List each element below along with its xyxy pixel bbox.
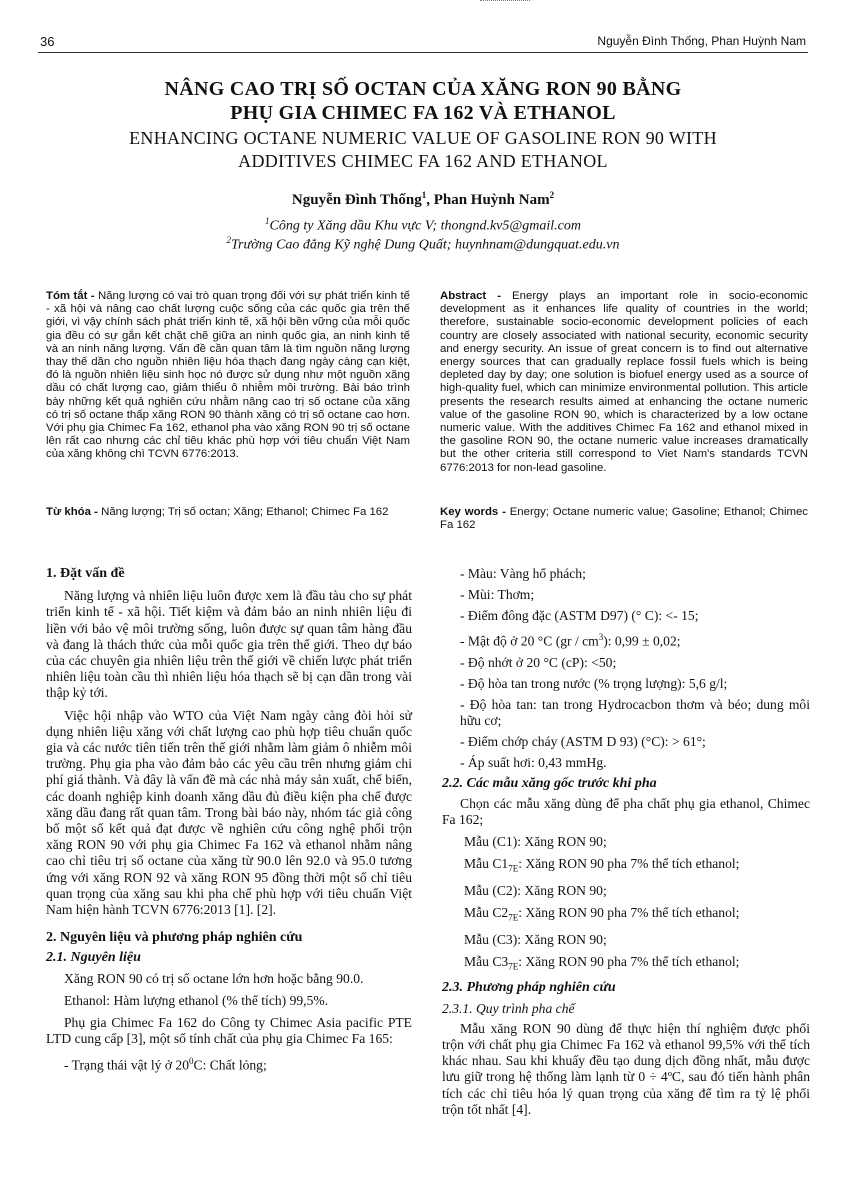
author-sep: , — [426, 192, 434, 208]
property-item: - Độ hòa tan: tan trong Hydrocacbon thơm và béo; dung môi hữu cơ; — [460, 696, 810, 728]
sample-label: Mẫu C3 — [464, 953, 509, 969]
section-2-1-paragraph-1: Xăng RON 90 có trị số octane lớn hơn hoặc bằng 90.0. — [64, 970, 364, 986]
property-item: - Áp suất hơi: 0,43 mmHg. — [460, 754, 607, 770]
affiliation-1-mark: 1 — [265, 216, 270, 226]
sample-item — [442, 856, 810, 877]
section-2-title: 2. Nguyên liệu và phương pháp nghiên cứu — [46, 930, 303, 946]
author-2: Phan Huỳnh Nam — [433, 192, 550, 208]
section-2-3-1-paragraph: Mẫu xăng RON 90 dùng để thực hiện thí nghiệm được phối trộn với chất phụ gia Chimec Fa 162 và ethanol 99,5% với thể tích khác nhau. Sau khi khuấy đều tạo dung dịch đồng nhất, mẫu được lưu giữ trong hệ thống làm lạnh từ 0 ÷ 4ºC, sau đó tiến hành phân tích các chỉ tiêu hóa lý quan trọng của xăng để tìm ra tỷ lệ phối trộn tốt nhất [4]. — [442, 1020, 810, 1117]
sample-item — [442, 883, 810, 899]
property-state-sup: 0 — [189, 1056, 194, 1067]
author-1-mark: 1 — [421, 190, 427, 200]
title-vi-line2: PHỤ GIA CHIMEC FA 162 VÀ ETHANOL — [230, 102, 616, 124]
abstract-vi — [46, 290, 410, 462]
property-item: - Điểm chớp cháy (ASTM D 93) (°C): > 61°; — [460, 733, 706, 749]
section-1-paragraph-2: Việc hội nhập vào WTO của Việt Nam ngày càng đòi hỏi sử dụng nhiên liệu xăng với chất lượng cao phù hợp tiêu chuẩn quốc gia và các nước tiên tiến trên thế giới nhằm làm giảm ô nhiễm môi trường. Phụ gia pha vào đảm bảo các yêu cầu trên nhưng giảm chi phí giá thành. Và đây là vấn đề mà các nhà máy sản xuất, chế biến, các doanh nghiệp kinh doanh xăng dầu đủ điều kiện pha chế được xăng dầu đang rất quan tâm. Trong bài báo này, nhóm tác giả công bố một số kết quả đạt được về nghiên cứu công nghệ phối trộn xăng RON 90 với phụ gia Chimec Fa 162 và ethanol nhằm nâng cao chỉ tiêu trị số octane của xăng từ 90.0 lên 92.0 và 95.0 tương ứng với xăng RON 92 và xăng RON 95 đồng thời một số chỉ tiêu quan trọng của xăng sau khi pha chế phù hợp với tiêu chuẩn Việt Nam hiện hành TCVN 6776:2013 [1]. [2]. — [46, 707, 412, 918]
abstract-en — [440, 290, 808, 475]
property-item: - Mùi: Thơm; — [460, 587, 535, 602]
sample-item — [442, 834, 810, 850]
keywords-vi — [46, 506, 410, 519]
affiliation-2-text: Trường Cao đẳng Kỹ nghệ Dung Quất; huynhnam@dungquat.edu.vn — [231, 237, 620, 253]
keywords-vi-label: Từ khóa - — [46, 506, 102, 518]
property-density-b: ): 0,99 ± 0,02; — [603, 633, 681, 649]
title-en-line2: ADDITIVES CHIMEC FA 162 AND ETHANOL — [238, 151, 608, 171]
sample-subscript: 7E — [508, 912, 519, 923]
keywords-en-label: Key words - — [440, 506, 510, 518]
running-header-authors: Nguyễn Đình Thống, Phan Huỳnh Nam — [597, 34, 806, 48]
abstract-en-label: Abstract - — [440, 290, 513, 302]
sample-label: Mẫu C1 — [464, 856, 509, 872]
property-density-sup: 3 — [598, 632, 604, 642]
sample-label: Mẫu (C2): Xăng RON 90; — [464, 882, 607, 898]
section-2-3-1-title: 2.3.1. Quy trình pha chế — [442, 1000, 575, 1016]
affiliation-2 — [0, 235, 846, 254]
section-2-1-paragraph-3: Phụ gia Chimec Fa 162 do Công ty Chimec Asia pacific PTE LTD cung cấp [3], một số tính chất của phụ gia Chimec Fa 165: — [46, 1015, 412, 1047]
sample-item — [442, 932, 810, 948]
property-density-a: - Mật độ ở 20 °C (gr / cm — [460, 633, 599, 649]
sample-description: : Xăng RON 90 pha 7% thể tích ethanol; — [518, 856, 740, 872]
section-1-paragraph-1: Năng lượng và nhiên liệu luôn được xem là đầu tàu cho sự phát triển kinh tế - xã hội. Tiết kiệm và đảm bảo an ninh nhiên liệu đi liền với bảo vệ môi trường sống, luôn được sự quan tâm hàng đầu và đang là thách thức của mỗi quốc gia trên thế giới. Theo dự báo của các chuyên gia nhiên liệu trên thế giới về chiến lược phát triển nhiên liệu toàn cầu thì nhiên liệu hóa thạch sẽ bị cạn dần trong vài thập kỷ tới. — [46, 588, 412, 701]
keywords-en — [440, 506, 808, 532]
sample-item — [442, 954, 810, 975]
sample-description: : Xăng RON 90 pha 7% thể tích ethanol; — [518, 904, 740, 920]
property-item: - Độ nhớt ở 20 °C (cP): <50; — [460, 654, 617, 670]
sample-subscript: 7E — [508, 863, 519, 874]
section-2-2-title: 2.2. Các mẫu xăng gốc trước khi pha — [442, 775, 657, 791]
right-column — [442, 566, 810, 1124]
keywords-vi-text: Năng lượng; Trị số octan; Xăng; Ethanol; Chimec Fa 162 — [101, 506, 389, 518]
affiliation-1-text: Công ty Xăng dầu Khu vực V; thongnd.kv5@gmail.com — [269, 218, 581, 234]
title-en-line1: ENHANCING OCTANE NUMERIC VALUE OF GASOLINE RON 90 WITH — [129, 128, 717, 148]
property-item: - Màu: Vàng hổ phách; — [460, 566, 586, 581]
authors-line — [0, 190, 846, 209]
title-vi-line1: NÂNG CAO TRỊ SỐ OCTAN CỦA XĂNG RON 90 BẰNG — [164, 78, 682, 100]
property-item: - Độ hòa tan trong nước (% trọng lượng): 5,6 g/l; — [460, 675, 728, 691]
abstract-vi-label: Tóm tắt - — [46, 290, 98, 302]
abstract-en-text: Energy plays an important role in socio-economic development as it enhances life quality of countries in the world; therefore, sustainable socio-economic development policies of each country are closely associated with national security, economic security and energy security. An issue of great concern is to find out alternative energy sources that can gradually replace fossil fuels which is being depleted day by day; one solution is biofuel energy used as a source of high-quality fuel, which can minimize environmental pollution. This article presents the research results aimed at enhancing the octane numeric value of the gasoline RON 90, which is characterized by a low octane numeric value. With the additives Chimec Fa 162 and ethanol mixed in the gasoline RON 90, the octane numeric value increases dramatically but the other criteria still correspond to Viet Nam's standards TCVN 6776:2013 for non-lead gasoline. — [440, 290, 808, 474]
section-2-1-title: 2.1. Nguyên liệu — [46, 950, 141, 966]
top-edge-mark — [480, 0, 530, 1]
page-number: 36 — [40, 34, 55, 49]
affiliation-2-mark: 2 — [226, 235, 232, 245]
sample-label: Mẫu (C1): Xăng RON 90; — [464, 834, 607, 850]
property-state — [46, 1053, 412, 1074]
sample-label: Mẫu C2 — [464, 904, 509, 920]
affiliation-1 — [0, 216, 846, 235]
keywords-en-text: Energy; Octane numeric value; Gasoline; Ethanol; Chimec Fa 162 — [440, 506, 808, 532]
sample-item — [442, 905, 810, 926]
property-density — [442, 629, 810, 650]
property-item: - Điểm đông đặc (ASTM D97) (° C): <- 15; — [460, 608, 699, 623]
left-column — [46, 566, 412, 1074]
section-2-3-title: 2.3. Phương pháp nghiên cứu — [442, 980, 616, 996]
property-state-b: C: Chất lỏng; — [193, 1058, 267, 1074]
sample-description: : Xăng RON 90 pha 7% thể tích ethanol; — [518, 953, 740, 969]
section-2-2-paragraph: Chọn các mẫu xăng dùng để pha chất phụ gia ethanol, Chimec Fa 162; — [442, 795, 810, 827]
sample-subscript: 7E — [508, 961, 519, 972]
abstract-vi-text: Năng lượng có vai trò quan trọng đối với sự phát triển kinh tế - xã hội và nâng cao chất lượng cuộc sống của các quốc gia trên thế giới, vì vậy chính sách phát triển kinh tế, xã hội bền vững của mỗi quốc gia đều có sự gắn kết chặt chẽ giữa an ninh quốc gia, an ninh kinh tế và an ninh năng lượng. Vấn đề cần quan tâm là tìm nguồn năng lượng thay thế dần cho nguồn nhiên liệu hóa thạch đang ngày càng cạn kiệt, đó là nguồn nhiên liệu sinh học nó được sử dụng như một nguồn xăng dầu có chất lượng cao, giảm thiểu ô nhiễm môi trường. Bài báo trình bày những kết quả nghiên cứu nhằm nâng cao trị số octane của xăng có trị số octane thấp xăng RON 90 thành xăng có trị số octane cao hơn. Với phụ gia Chimec Fa 162, ethanol pha vào xăng RON 90 trị số octane lên rất cao nhưng các chỉ tiêu khác phù hợp với tiêu chuẩn Việt Nam của xăng không chì TCVN 6776:2013. — [46, 290, 410, 461]
header-rule — [38, 52, 808, 53]
author-1: Nguyễn Đình Thống — [291, 192, 422, 208]
section-2-1-paragraph-2: Ethanol: Hàm lượng ethanol (% thể tích) 99,5%. — [64, 992, 329, 1008]
author-2-mark: 2 — [549, 190, 555, 200]
property-state-a: - Trạng thái vật lý ở 20 — [64, 1058, 189, 1074]
section-1-title: 1. Đặt vấn đề — [46, 566, 125, 581]
sample-label: Mẫu (C3): Xăng RON 90; — [464, 931, 607, 947]
